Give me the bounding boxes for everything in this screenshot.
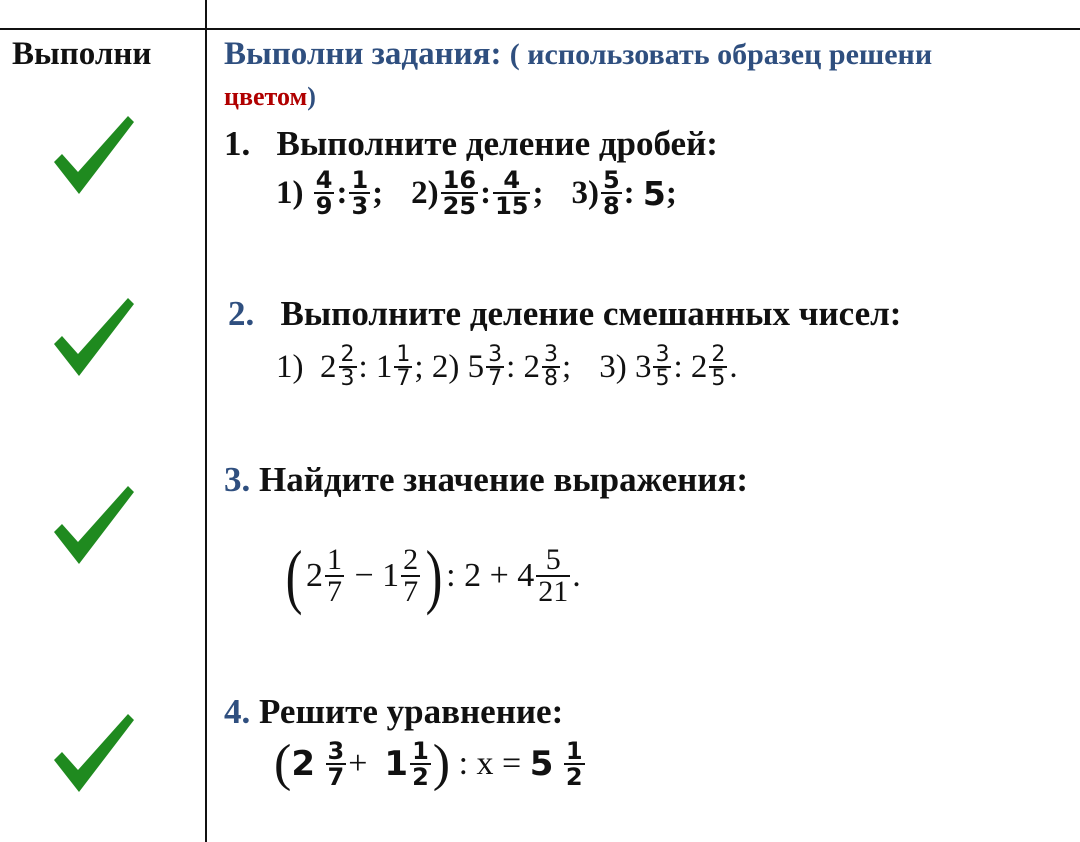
fraction: $\frac{5}{8}$ [602, 166, 620, 220]
operator: : [623, 174, 635, 211]
check-icon [48, 110, 138, 200]
check-icon [48, 480, 138, 570]
fraction: $\frac{3}{8}$ [544, 342, 559, 391]
item-label: 3) [599, 348, 627, 385]
fraction: $\frac{4}{9}$ [315, 166, 333, 220]
task-title: Решите уравнение: [259, 692, 564, 731]
table-top-border [0, 28, 1080, 30]
fraction: $\frac{2}{5}$ [711, 342, 726, 391]
task-title: Выполните деление дробей: [276, 124, 718, 163]
task-1-heading [224, 124, 718, 164]
fraction: $\frac{4}{15}$ [495, 166, 529, 220]
item-label: 2) [411, 174, 439, 211]
instructions-note-end: цветом) [224, 82, 316, 111]
item-label: 3) [571, 174, 599, 211]
task-2-heading [228, 294, 901, 334]
table-column-divider [205, 0, 207, 842]
fraction: $\frac{2}{3}$ [340, 342, 355, 391]
fraction: $\frac{5}{21}$ [538, 543, 569, 608]
check-icon [48, 708, 138, 798]
fraction: $\frac{1}{2}$ [412, 737, 429, 791]
task-3-expression: ( 2 $\frac{1}{7}$ − 1 $\frac{2}{7}$ ) : 2 + 4 $\frac{5}{21}$ . [285, 536, 581, 616]
task-4-heading [224, 692, 563, 732]
task-number: 4. [224, 692, 251, 731]
fraction: $\frac{2}{7}$ [403, 543, 419, 608]
fraction: $\frac{1}{7}$ [326, 543, 342, 608]
left-column-title: Выполни [12, 36, 152, 72]
task-title: Выполните деление смешанных чисел: [280, 294, 902, 333]
fraction: $\frac{16}{25}$ [442, 166, 477, 220]
operator: : [336, 174, 348, 211]
fraction: $\frac{1}{7}$ [396, 342, 411, 391]
task-1-items: 1) $\frac{4}{9}$ : $\frac{1}{3}$ ; 2) $\frac{16}{25}$ : $\frac{4}{15}$ ; 3) $\frac{5}{8}$ : 5 ; [276, 166, 677, 220]
check-icon [48, 292, 138, 382]
fraction: $\frac{3}{7}$ [488, 342, 503, 391]
task-2-items: 1) 2 $\frac{2}{3}$ : 1 $\frac{1}{7}$ ; 2) 5 $\frac{3}{7}$ : 2 $\frac{3}{8}$ ; 3) 3 $\frac{3}{5}$ : 2 $\frac{2}{5}$ . [276, 342, 738, 391]
instructions-title: Выполни задания: [224, 36, 502, 72]
instructions-note: ( использовать образец решени [509, 38, 933, 71]
item-label: 1) [276, 174, 304, 211]
fraction: $\frac{3}{7}$ [327, 737, 345, 791]
fraction: $\frac{3}{5}$ [655, 342, 670, 391]
task-title: Найдите значение выражения: [259, 460, 749, 499]
task-3-heading [224, 460, 748, 500]
task-number: 1. [224, 124, 251, 163]
task-number: 3. [224, 460, 251, 499]
fraction: $\frac{1}{2}$ [565, 737, 583, 791]
task-4-equation: ( 2 $\frac{3}{7}$ + 1 $\frac{1}{2}$ ) : x = 5 $\frac{1}{2}$ [274, 735, 583, 792]
item-label: 1) [276, 348, 304, 385]
fraction: $\frac{1}{3}$ [351, 166, 369, 220]
instructions-heading [224, 36, 932, 73]
item-label: 2) [431, 348, 460, 385]
task-number: 2. [228, 294, 255, 333]
operator: : [480, 174, 492, 211]
